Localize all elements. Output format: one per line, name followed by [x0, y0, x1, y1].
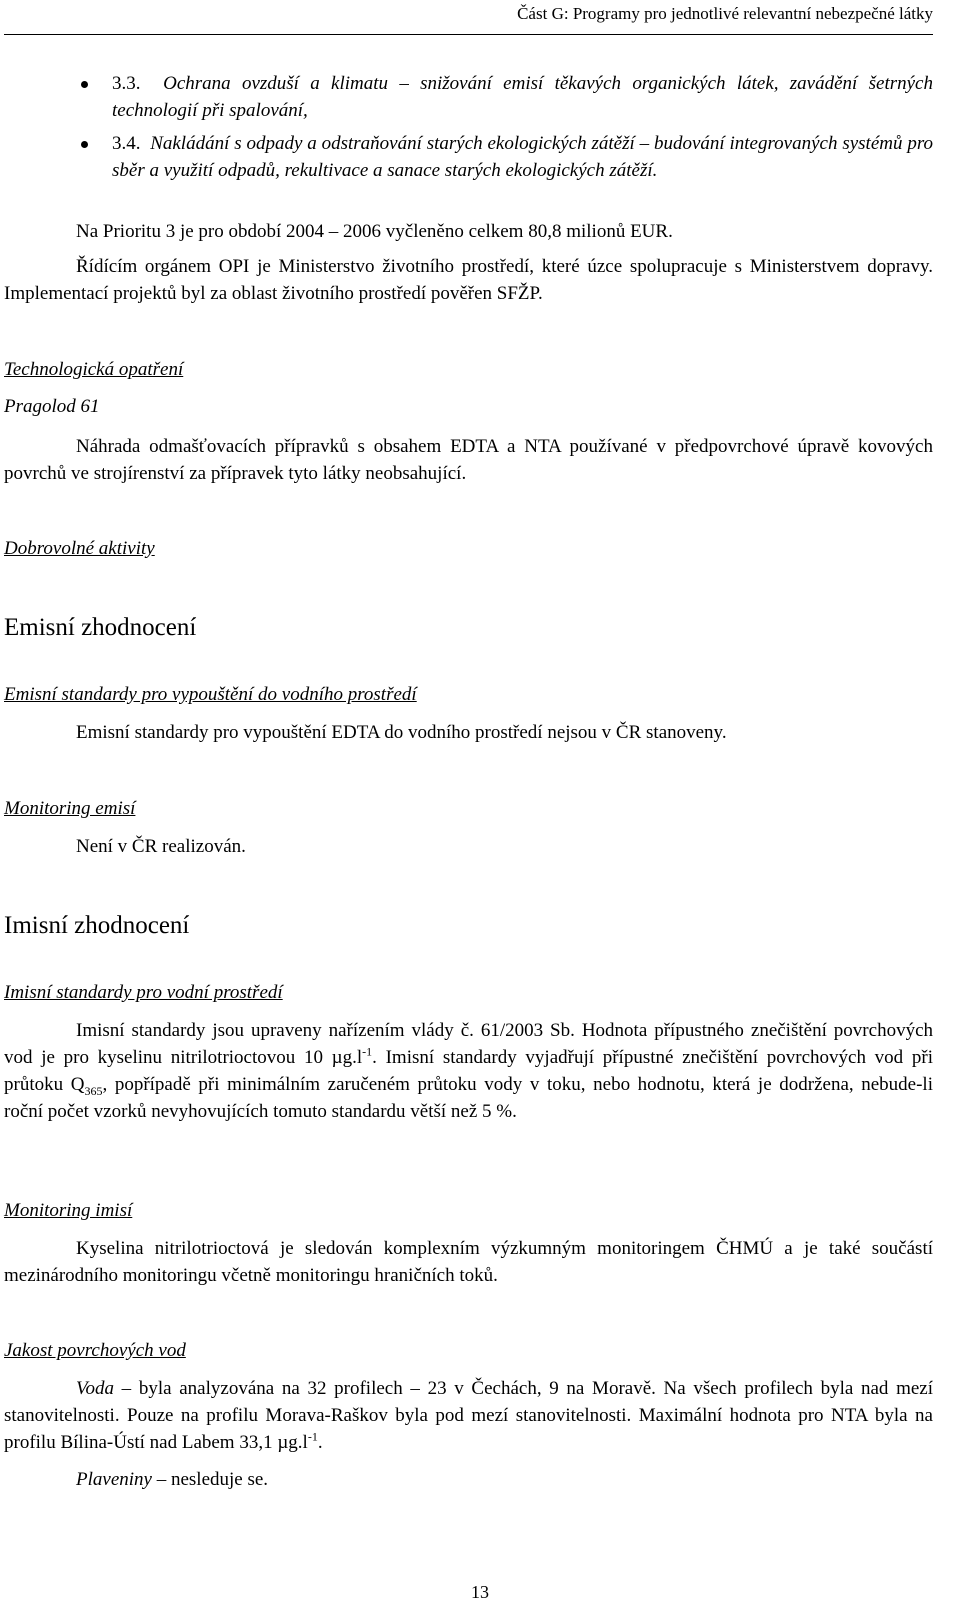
water-end: .	[317, 1432, 323, 1453]
voluntary-heading: Dobrovolné aktivity	[4, 538, 155, 559]
superscript: -1	[307, 1429, 318, 1444]
bullet-icon	[81, 81, 88, 88]
page-number: 13	[471, 1582, 489, 1602]
immission-monitoring-text: Kyselina nitrilotrioctová je sledován komplexním výzkumným monitoringem ČHMÚ a je také součástí mezinárodního monitoringu včetně monitoringu hraničních toků.	[4, 1238, 933, 1286]
immission-monitoring-heading: Monitoring imisí	[4, 1200, 133, 1221]
priority-text: Nakládání s odpady a odstraňování starých ekologických zátěží – budování integrovaných systémů pro sběr a využití odpadů, rekultivace a sanace starých ekologických zátěží.	[112, 133, 934, 181]
quality-heading: Jakost povrchových vod	[4, 1340, 186, 1361]
emission-heading: Emisní zhodnocení	[4, 614, 197, 641]
priority-text: Ochrana ovzduší a klimatu – snižování emisí těkavých organických látek, zavádění šetrných technologií při spalování,	[112, 73, 933, 121]
sediment-label: Plaveniny	[76, 1469, 152, 1490]
list-item	[0, 70, 933, 124]
sediment-paragraph	[4, 1466, 933, 1493]
water-paragraph	[4, 1375, 933, 1456]
immission-heading: Imisní zhodnocení	[4, 912, 190, 939]
emission-standards-text: Emisní standardy pro vypouštění EDTA do vodního prostředí nejsou v ČR stanoveny.	[76, 722, 727, 743]
priority-list	[0, 70, 933, 190]
technological-heading: Technologická opatření	[4, 359, 184, 380]
pragolod-label: Pragolod 61	[4, 396, 100, 417]
sediment-text: – nesleduje se.	[151, 1469, 269, 1490]
funding-paragraph: Na Prioritu 3 je pro období 2004 – 2006 vyčleněno celkem 80,8 milionů EUR.	[76, 221, 673, 242]
immission-standards-paragraph	[4, 1017, 933, 1125]
list-item	[0, 130, 933, 184]
immission-standards-heading: Imisní standardy pro vodní prostředí	[4, 982, 283, 1003]
emission-standards-heading: Emisní standardy pro vypouštění do vodního prostředí	[4, 684, 417, 705]
water-label: Voda	[76, 1378, 114, 1399]
subscript: 365	[84, 1083, 103, 1098]
technological-paragraph: Náhrada odmašťovacích přípravků s obsahem EDTA a NTA používané v předpovrchové úpravě kovových povrchů ve strojírenství za přípravek tyto látky neobsahující.	[4, 436, 933, 484]
management-paragraph: Řídícím orgánem OPI je Ministerstvo životního prostředí, které úzce spolupracuje s Ministerstvem dopravy. Implementací projektů byl za oblast životního prostředí pověřen SFŽP.	[4, 256, 933, 304]
bullet-icon	[81, 141, 88, 148]
water-text: – byla analyzována na 32 profilech – 23 v Čechách, 9 na Moravě. Na všech profilech byla nad mezí stanovitelnosti. Pouze na profilu Morava-Raškov byla pod mezí stanovitelnosti. Maximální hodnota pro NTA byla na profilu Bílina-Ústí nad Labem 33,1 µg.l	[4, 1378, 933, 1453]
immission-text-part: , popřípadě při minimálním zaručeném průtoku vody v toku, nebo hodnotu, která je dodržena, nebude-li roční počet vzorků nevyhovujících tomuto standardu větší než 5 %.	[4, 1074, 933, 1122]
emission-monitoring-text: Není v ČR realizován.	[76, 836, 246, 857]
header-rule	[4, 34, 933, 35]
emission-monitoring-heading: Monitoring emisí	[4, 798, 136, 819]
immission-text-part: . Imisní standardy vyjadřují přípustné znečištění povrchových vod při průtoku Q	[4, 1047, 933, 1095]
immission-text-part: Imisní standardy jsou upraveny nařízením vlády č. 61/2003 Sb. Hodnota přípustného znečištění povrchových vod je pro kyselinu nitrilotrioctovou 10 µg.l	[4, 1020, 933, 1068]
priority-number: 3.4.	[112, 133, 141, 154]
priority-number: 3.3.	[112, 73, 141, 94]
running-header: Část G: Programy pro jednotlivé relevantní nebezpečné látky	[517, 4, 933, 23]
superscript: -1	[362, 1044, 373, 1059]
